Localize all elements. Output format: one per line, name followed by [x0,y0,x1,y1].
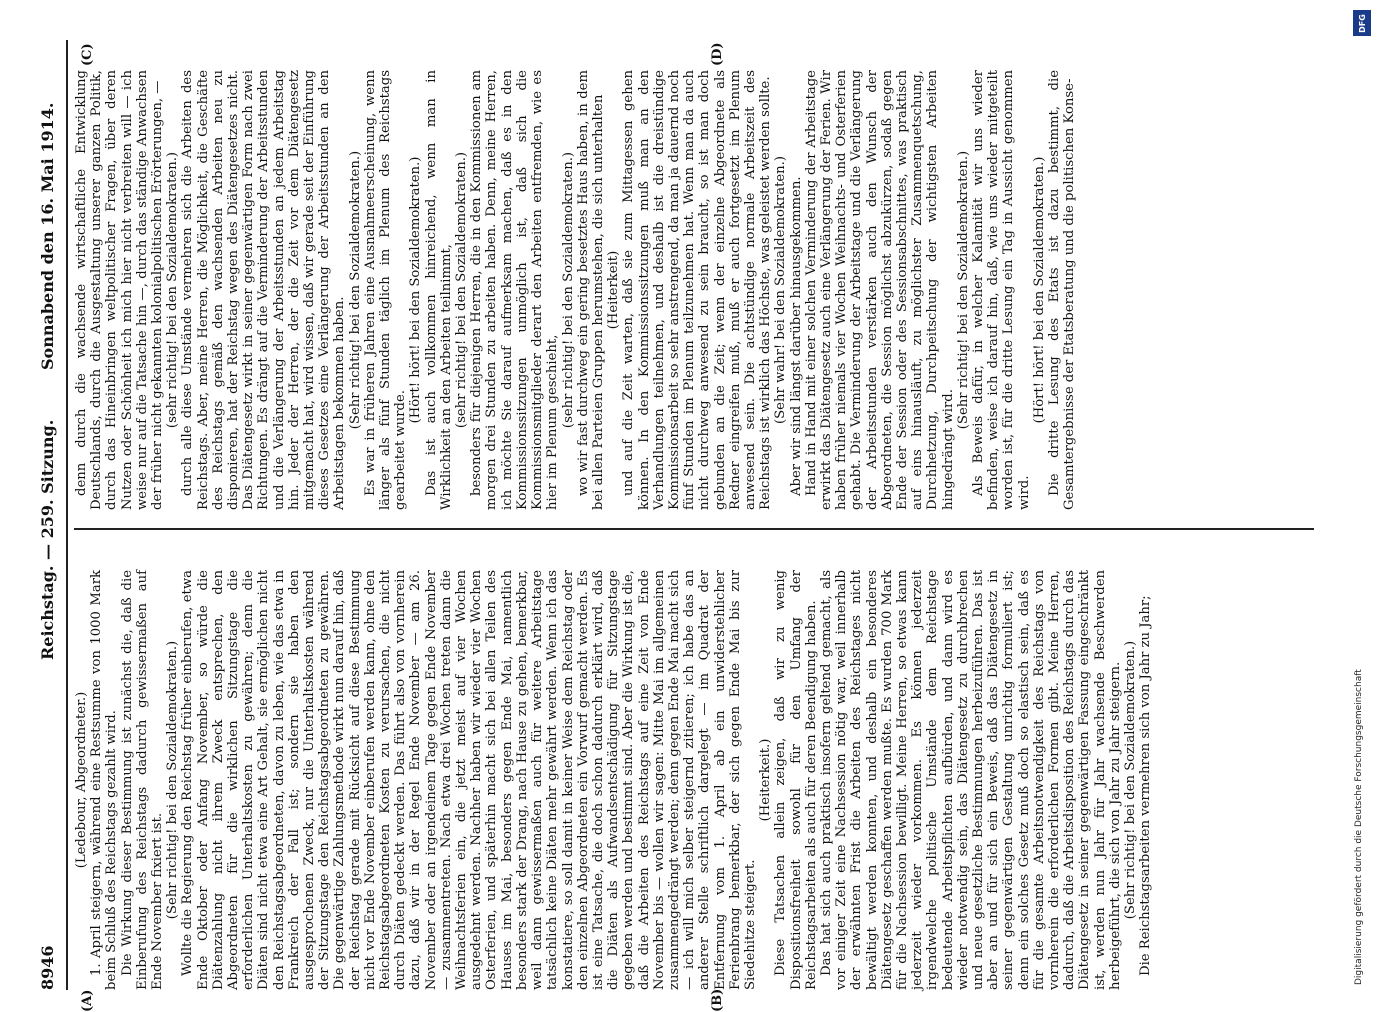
interjection: (Sehr wahr! bei den Sozialdemokraten.) [773,156,789,424]
paragraph: Wollte die Regierung den Reichstag früher einberufen, etwa Ende Oktober oder Anfang November, so würde die Diätenzahlung nicht ihrem Zweck entsprechen, den Abgeordneten für die wirklichen Sitzungstage die erforderlichen Unterhaltskosten zu gewähren; denn die Diäten sind nicht etwa eine Art Gehalt, sie ermöglichen nicht den Reichstagsabgeordneten, davon zu leben, wie das etwa in Frankreich der Fall ist; sondern sie haben den ausgesprochenen Zweck, nur die Unterhaltskosten während der Sitzungstage den Reichstagsabgeordneten zu gewähren. Die gegenwärtige Zahlungsmethode wirkt nun darauf hin, daß der Reichstag gerade mit Rücksicht auf diese Bestimmung nicht vor Ende November einberufen werden kann, ohne den Reichstagsabgeordneten Kosten zu verursachen, die nicht durch Diäten gedeckt werden. Das führt also von vornherein dazu, daß wir in der Regel Ende November — am 26. November oder an irgendeinem Tage gegen Ende November — zusammentreten. Nach etwa drei Wochen treten dann die Weihnachtsferien ein, die jetzt meist auf vier Wochen ausgedehnt werden. Nachher haben wir wieder vier Wochen Osterferien, und späterhin macht sich bei allen Teilen des Hauses im Mai, besonders gegen Ende Mai, namentlich besonders stark der Drang, nach Hause zu gehen, bemerkbar, weil dann gewissermaßen auch für weitere Arbeitstage tatsächlich keine Diäten mehr gewährt werden. Wenn ich das konstatiere, so soll damit in keiner Weise dem Reichstag oder den einzelnen Abgeordneten ein Vorwurf gemacht werden. Es ist eine Tatsache, die doch schon dadurch erklärt wird, daß die Diäten als Aufwandsentschädigung für Sitzungstage gegeben werden und bestimmt sind. Aber die Wirkung ist die, daß die Arbeiten des Reichstags auf eine Zeit von Ende November bis — wollen wir sagen: Mitte Mai im allgemeinen zusammengedrängt werden; denn gegen Ende Mai macht sich — ich will mich selber steigernd zitieren; ich habe das an anderer Stelle schriftlich dargelegt — im Quadrat der Entfernung vom 1. April ab ein unwiderstehlicher Ferienbrang bemerkbar, der sich gegen Ende Mai bis zur Siedehitze steigert. [180,570,758,990]
rotated-page-content [30,40,1370,1012]
column-rule [74,528,1314,530]
paragraph: Die Reichstagsarbeiten vermehren sich von Jahr zu Jahr; [1138,595,1154,976]
session-date: Sonnabend den 16. Mai 1914. [38,102,57,370]
interjection: (Sehr richtig! bei den Sozialdemokraten.) [347,150,363,430]
paragraph: Aber wir sind längst darüber hinausgekommen. [788,176,804,496]
paragraph: Das ist auch vollkommen hinreichend, wenn man in Wirklichkeit an den Arbeiten teilnimmt, [423,70,454,510]
interjection: (Sehr richtig! bei den Sozialdemokraten.) [1123,640,1139,920]
marker-d: (D) [710,42,725,66]
paragraph: besonders für diejenigen Herren, die in den Kommissionen am morgen drei Stunden zu arbeiten haben. Denn, meine Herren, ich möchte Sie darauf aufmerksam machen, daß es in den Kommissionssitzungen unmöglich ist, daß sich die Kommissionsmitglieder derart den Arbeiten entfremden, wie es hier im Plenum geschieht, [469,70,561,510]
marker-b: (B) [710,988,725,1012]
paragraph: und auf die Zeit warten, daß sie zum Mittagessen gehen können. In den Kommissionssitzungen muß man an den Verhandlungen teilnehmen, und deshalb ist die dreistündige Kommissionsarbeit so sehr anstrengend, da man ja dauernd noch fünf Stunden im Plenum teilzunehmen hat. Wenn man da auch nicht durchweg anwesend zu sein braucht, so ist man doch gebunden an die Zeit; wenn der einzelne Abgeordnete als Redner eingreifen muß, muß er auch fortgesetzt im Plenum anwesend sein. Die achtstündige normale Arbeitszeit des Reichstags ist wirklich das Höchste, was geleistet werden sollte. [621,70,774,510]
paragraph: Hand in Hand mit einer solchen Verminderung der Arbeitstage erwirkt das Diätengesetz auch eine Verlängerung der Ferien. Wir haben früher niemals vier Wochen Weihnachts- und Osterferien gehabt. Die Verminderung der Arbeitstage und die Verlängerung der Arbeitsstunden verstärken auch den Wunsch der Abgeordneten, die Session möglichst abzukürzen, sodaß gegen Ende der Session oder des Sessionsabschnittes, was praktisch auf eins hinausläuft, zu möglichster Zusammenquetschung, Durchhetzung, Durchpeitschung der wichtigsten Arbeiten hingedrängt wird. [803,70,956,510]
interjection: (Sehr richtig! bei den Sozialdemokraten.) [165,640,181,920]
marker-a: (A) [80,989,95,1012]
interjection: (sehr richtig! bei den Sozialdemokraten.) [560,151,576,429]
paragraph: Das hat sich auch praktisch insofern geltend gemacht, als vor einiger Zeit eine Nachsession nötig war, weil innerhalb der erwähnten Frist die Arbeiten des Reichstages nicht bewältigt werden konnten, und deshalb ein besonderes Diätengesetz geschaffen werden mußte. Es wurden 700 Mark für die Nachsession bewilligt. Meine Herren, so etwas kann jederzeit wieder vorkommen. Es können jederzeit irgendwelche politische Umstände dem Reichstage bedeutende Arbeitspflichten aufbürden, und dann wird es wieder notwendig sein, das Diätengesetz zu durchbrechen und neue gesetzliche Bestimmungen herbeizuführen. Das ist aber an und für sich ein Beweis, daß das Diätengesetz in seiner gegenwärtigen Gestaltung unrichtig formuliert ist; denn ein solches Gesetz muß doch so elastisch sein, daß es für die gesamte Arbeitsnotwendigkeit des Reichstags von vornherein die erforderlichen Formen gibt. Meine Herren, dadurch, daß die Arbeitsdisposition des Reichstags durch das Diätengesetz in seiner gegenwärtigen Fassung eingeschränkt ist, werden nun Jahr für Jahr wachsende Beschwerden herbeigeführt, die sich von Jahr zu Jahr steigern. [818,570,1123,990]
marker-c: (C) [80,43,95,66]
header-rule [66,40,68,990]
interjection: (sehr richtig! bei den Sozialdemokraten.) [454,151,470,429]
session-title: Reichstag. — 259. Sitzung. [38,419,57,660]
interjection: (Heiterkeit) [606,250,622,330]
column-right [74,70,1314,510]
paragraph: durch alle diese Umstände vermehren sich die Arbeiten des Reichstags. Aber, meine Herren, die Möglichkeit, die Geschäfte des Reichstags gemäß den wachsenden Arbeiten neu zu disponieren, hat der Reichstag wegen des Diätengesetzes nicht. Das Diätengesetz wirkt in seiner gegenwärtigen Form nach zwei Richtungen. Es drängt auf die Verminderung der Arbeitsstunden und die Verlängerung der Arbeitsstunden an jedem Arbeitstag hin. Jeder der Herren, der die Zeit vor dem Diätengesetz mitgemacht hat, wird wissen, daß wir gerade seit der Einführung dieses Gesetzes eine Verlängerung der Arbeitsstunden an den Arbeitstagen bekommen haben. [180,70,348,510]
interjection: (Sehr richtig! bei den Sozialdemokraten.) [955,150,971,430]
paragraph: denn durch die wachsende wirtschaftliche Entwicklung Deutschlands, durch die Ausgestaltung unserer ganzen Politik, durch das Hineinbringen weltpolitischer Fragen, über deren Nutzen oder Schönheit ich mich hier nicht verbreiten will — ich weise nur auf die Tatsache hin —, durch das ständige Anwachsen der früher nicht gekannten kolonialpolitischen Erörterungen, — [74,70,166,510]
interjection: (Hört! hört! bei den Sozialdemokraten.) [408,156,424,424]
paragraph: Es war in früheren Jahren eine Ausnahmeerscheinung, wenn länger als fünf Stunden täglich im Plenum des Reichstags gearbeitet wurde. [362,70,409,510]
margin-note [1350,10,1376,990]
column-left [74,570,1314,990]
page-header [30,40,64,990]
page-number: 8946 [38,945,57,990]
paragraph: Die Wirkung dieser Bestimmung ist zunächst die, daß die Einberufung des Reichstags dadurch gewissermaßen auf Ende November fixiert ist. [119,570,166,990]
margin-note-text: Digitalisierung gefördert durch die Deutsche Forschungsgemeinschaft [1354,669,1364,985]
speaker-label: (Ledebour, Abgeordneter.) [74,691,89,869]
interjection: (Heiterkeit.) [758,738,774,822]
paragraph: Diese Tatsachen allein zeigen, daß wir zu wenig Dispositionsfreiheit sowohl für den Umfang der Reichstagsarbeiten als auch für deren Beendigung haben. [773,570,819,990]
interjection: (sehr richtig! bei den Sozialdemokraten.) [165,151,181,429]
interjection: (Hört! hört! bei den Sozialdemokraten.) [1031,156,1047,424]
paragraph: Als Beweis dafür, in welcher Kalamität wir uns wieder befinden, weise ich darauf hin, daß, wie uns wieder mitgeteilt worden ist, für die dritte Lesung ein Tag in Aussicht genommen wird. [970,70,1032,510]
paragraph: wo wir fast durchweg ein gering besetztes Haus haben, in dem bei allen Parteien Gruppen herumstehen, die sich unterhalten [575,70,606,510]
dfg-logo: DFG [1353,10,1371,36]
paragraph: Die dritte Lesung des Etats ist dazu bestimmt, die Gesamtergebnisse der Etatsberatung und die politischen Konse- [1047,70,1078,510]
paragraph: 1. April steigern, während eine Restsumme von 1000 Mark beim Schluß des Reichstags gezahlt wird. [89,570,120,990]
